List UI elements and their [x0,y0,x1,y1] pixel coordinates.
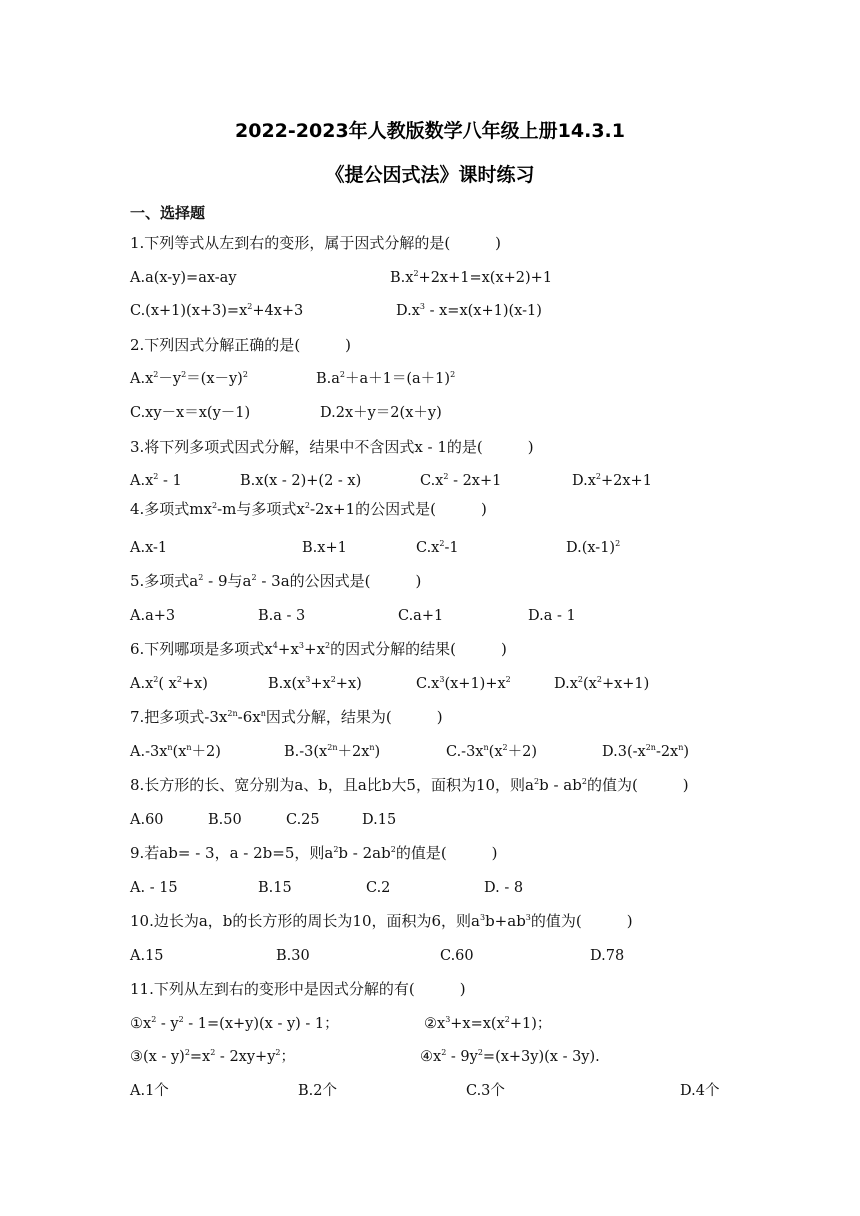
question-stem: 9.若ab= - 3，a - 2b=5，则$a^2b - 2ab^2$的值是( ) [130,844,498,862]
option-d: $D.x^2+2x+1$ [572,472,652,489]
option-d: D.15 [362,812,397,828]
option-b: B.50 [208,812,242,828]
option-c: $C.x^2 - 2x+1$ [420,472,502,489]
option-b: B.a - 3 [258,608,306,624]
option-b: B.2个 [298,1083,337,1099]
question-stem: 8.长方形的长、宽分别为a、b，且a比b大5，面积为10，则$a^2b - ab^2$的值为( ) [130,776,689,794]
option-a: $A.x^2-y^2=(x-y)^2$ [130,370,248,387]
option-b: $B.x^2+2x+1=x(x+2)+1$ [390,269,553,286]
option-a: A.x-1 [130,540,168,556]
question-stem: 6.下列哪项是多项式$x^4+x^3+x^2$的因式分解的结果( ) [130,640,507,658]
option-b: B.x(x - 2)+(2 - x) [240,473,362,489]
statement-item: $①x^2 - y^2 - 1=(x+y)(x - y) - 1$； [130,1015,339,1032]
question-stem: 3.将下列多项式因式分解，结果中不含因式x - 1的是( ) [130,438,534,456]
option-a: A.15 [130,948,164,964]
title-line-1: 2022-2023年人教版数学八年级上册14.3.1 [235,120,625,142]
option-a: A.a(x-y)=ax-ay [130,270,237,286]
option-c: C.60 [440,948,474,964]
statement-item: $④x^2 - 9y^2=(x+3y)(x - 3y)$. [420,1048,600,1065]
question-stem: 4.多项式$mx^2-m$与多项式$x^2-2x+1$的公因式是( ) [130,500,487,518]
option-a: $A.x^2 - 1$ [130,472,182,489]
option-a: A. - 15 [130,880,178,896]
option-d: D.78 [590,948,625,964]
statement-item: ③(x - $y)^2=x^2 - 2xy+y^2$； [130,1048,295,1065]
option-b: $B.-3(x^{2n}+2x^n)$ [284,743,381,760]
option-d: $D.(x-1)^2$ [566,539,621,556]
option-c: C.xy－x＝x(y－1) [130,405,251,421]
option-c: $C.x^3(x+1)+x^2$ [416,675,511,692]
question-stem: 10.边长为a，b的长方形的周长为10，面积为6，则$a^3b+ab^3$的值为( ) [130,912,633,930]
option-d: D.a - 1 [528,608,576,624]
option-d: D.4个 [680,1083,720,1099]
question-stem: 11.下列从左到右的变形中是因式分解的有( ) [130,980,466,998]
option-a: A.a+3 [130,608,176,624]
option-b: $B.x(x^3+x^2+x)$ [268,675,362,692]
option-b: $B.a^2+a+1=(a+1)^2$ [316,370,456,387]
question-stem: 2.下列因式分解正确的是( ) [130,336,352,354]
title-line-2: 《提公因式法》课时练习 [325,164,535,186]
option-b: B.15 [258,880,292,896]
option-b: B.x+1 [302,540,347,556]
question-stem: 1.下列等式从左到右的变形，属于因式分解的是( ) [130,234,502,252]
option-a: A.1个 [130,1083,169,1099]
option-d: D. - 8 [484,880,524,896]
option-d: D.2x＋y＝2(x＋y) [320,405,442,421]
statement-item: $②x^3+x=x(x^2+1)$； [424,1015,552,1032]
option-c: $C.-3x^n(x^2+2)$ [446,743,537,760]
option-c: C.3个 [466,1083,505,1099]
option-c: $C.(x+1)(x+3)=x^2+4x+3$ [130,302,304,319]
question-stem: 7.把多项式$-3x^{2n}-6x^n$因式分解，结果为( ) [130,708,443,726]
option-c: $C.x^2-1$ [416,539,459,556]
option-a: $A.x^2$( $x^2+x$) [130,675,208,692]
option-b: B.30 [276,948,310,964]
option-a: A.60 [130,812,164,828]
option-c: C.25 [286,812,320,828]
option-c: C.2 [366,880,391,896]
option-a: $A.-3x^n(x^n+2)$ [130,743,221,760]
option-c: C.a+1 [398,608,444,624]
option-d: $D.x^2(x^2+x+1)$ [554,675,650,692]
section-heading: 一、选择题 [130,204,206,222]
option-d: $D.x^3 - x=x(x+1)(x-1)$ [396,302,542,319]
option-d: $D.3(-x^{2n}-2x^n)$ [602,743,690,760]
question-stem: 5.多项式$a^2 - 9$与$a^2 - 3a$的公因式是( ) [130,572,422,590]
